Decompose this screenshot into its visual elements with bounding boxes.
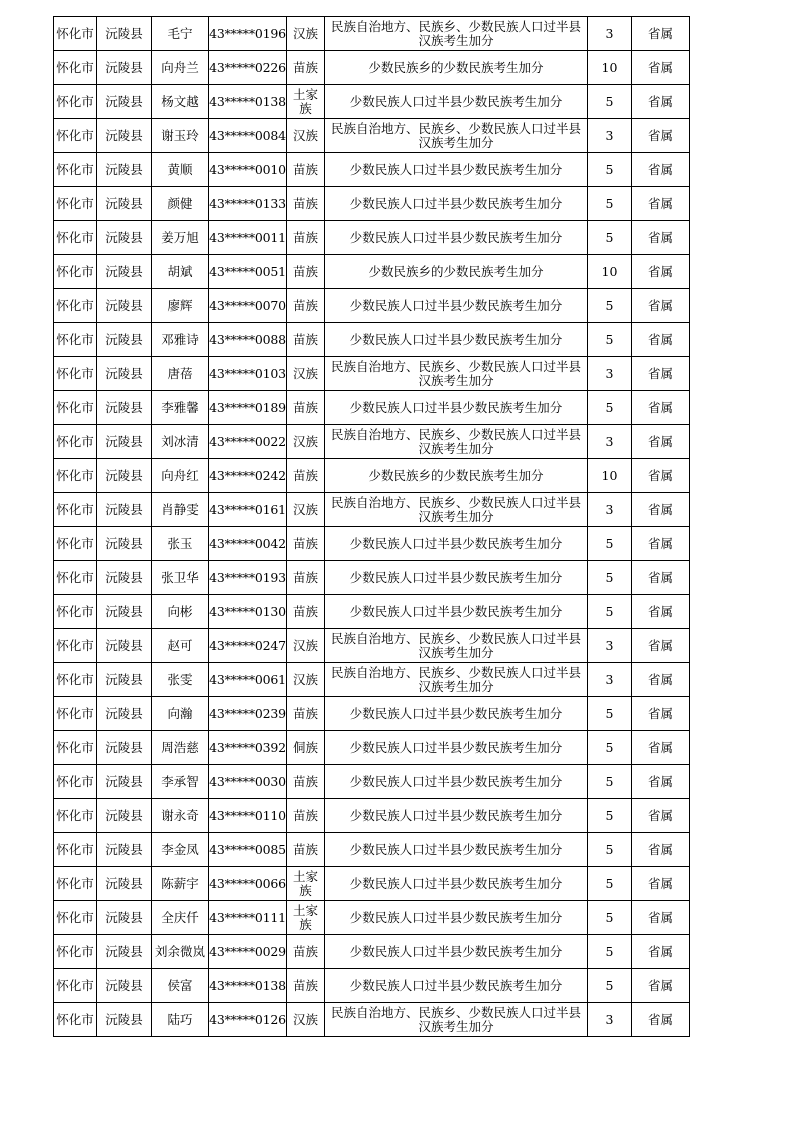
ethnicity-cell: 苗族 [287, 323, 325, 357]
bonus-points-cell: 3 [588, 119, 632, 153]
name-cell: 颜健 [152, 187, 209, 221]
bonus-points-cell: 5 [588, 187, 632, 221]
ethnicity-cell: 苗族 [287, 153, 325, 187]
ethnicity-cell: 苗族 [287, 51, 325, 85]
id-number-cell: 43*****0138 [209, 85, 287, 119]
name-cell: 陈薪宇 [152, 867, 209, 901]
bonus-points-cell: 5 [588, 799, 632, 833]
ethnicity-cell: 侗族 [287, 731, 325, 765]
county-cell: 沅陵县 [97, 595, 152, 629]
table-body [54, 17, 690, 1037]
ethnicity-cell: 土家族 [287, 901, 325, 935]
jurisdiction-cell: 省属 [632, 255, 690, 289]
name-cell: 张卫华 [152, 561, 209, 595]
county-cell: 沅陵县 [97, 731, 152, 765]
bonus-points-cell: 5 [588, 527, 632, 561]
county-cell: 沅陵县 [97, 17, 152, 51]
name-cell: 张雯 [152, 663, 209, 697]
county-cell: 沅陵县 [97, 459, 152, 493]
id-number-cell: 43*****0189 [209, 391, 287, 425]
bonus-points-cell: 3 [588, 493, 632, 527]
bonus-points-cell: 5 [588, 833, 632, 867]
city-cell: 怀化市 [54, 731, 97, 765]
jurisdiction-cell: 省属 [632, 867, 690, 901]
table-row [54, 221, 690, 255]
name-cell: 赵可 [152, 629, 209, 663]
bonus-policy-cell: 少数民族人口过半县少数民族考生加分 [325, 595, 588, 629]
id-number-cell: 43*****0239 [209, 697, 287, 731]
id-number-cell: 43*****0042 [209, 527, 287, 561]
table-row [54, 85, 690, 119]
jurisdiction-cell: 省属 [632, 901, 690, 935]
id-number-cell: 43*****0066 [209, 867, 287, 901]
city-cell: 怀化市 [54, 255, 97, 289]
jurisdiction-cell: 省属 [632, 663, 690, 697]
bonus-policy-cell: 民族自治地方、民族乡、少数民族人口过半县汉族考生加分 [325, 119, 588, 153]
bonus-policy-cell: 少数民族人口过半县少数民族考生加分 [325, 901, 588, 935]
bonus-points-cell: 5 [588, 561, 632, 595]
bonus-points-cell: 10 [588, 51, 632, 85]
jurisdiction-cell: 省属 [632, 731, 690, 765]
bonus-policy-cell: 少数民族人口过半县少数民族考生加分 [325, 561, 588, 595]
id-number-cell: 43*****0247 [209, 629, 287, 663]
bonus-points-cell: 3 [588, 357, 632, 391]
bonus-policy-cell: 民族自治地方、民族乡、少数民族人口过半县汉族考生加分 [325, 1003, 588, 1037]
id-number-cell: 43*****0011 [209, 221, 287, 255]
bonus-policy-cell: 少数民族人口过半县少数民族考生加分 [325, 289, 588, 323]
city-cell: 怀化市 [54, 595, 97, 629]
city-cell: 怀化市 [54, 629, 97, 663]
id-number-cell: 43*****0226 [209, 51, 287, 85]
id-number-cell: 43*****0242 [209, 459, 287, 493]
table-row [54, 493, 690, 527]
bonus-policy-cell: 民族自治地方、民族乡、少数民族人口过半县汉族考生加分 [325, 629, 588, 663]
table-row [54, 629, 690, 663]
ethnicity-cell: 苗族 [287, 765, 325, 799]
jurisdiction-cell: 省属 [632, 119, 690, 153]
id-number-cell: 43*****0029 [209, 935, 287, 969]
city-cell: 怀化市 [54, 459, 97, 493]
city-cell: 怀化市 [54, 527, 97, 561]
table-row [54, 289, 690, 323]
ethnicity-cell: 苗族 [287, 799, 325, 833]
bonus-points-cell: 5 [588, 153, 632, 187]
jurisdiction-cell: 省属 [632, 17, 690, 51]
jurisdiction-cell: 省属 [632, 323, 690, 357]
ethnicity-cell: 土家族 [287, 85, 325, 119]
id-number-cell: 43*****0110 [209, 799, 287, 833]
ethnicity-cell: 汉族 [287, 629, 325, 663]
bonus-policy-cell: 少数民族乡的少数民族考生加分 [325, 255, 588, 289]
name-cell: 陆巧 [152, 1003, 209, 1037]
city-cell: 怀化市 [54, 765, 97, 799]
city-cell: 怀化市 [54, 153, 97, 187]
table-row [54, 51, 690, 85]
jurisdiction-cell: 省属 [632, 85, 690, 119]
county-cell: 沅陵县 [97, 969, 152, 1003]
city-cell: 怀化市 [54, 391, 97, 425]
bonus-points-cell: 5 [588, 935, 632, 969]
ethnicity-cell: 汉族 [287, 663, 325, 697]
county-cell: 沅陵县 [97, 629, 152, 663]
ethnicity-cell: 苗族 [287, 459, 325, 493]
city-cell: 怀化市 [54, 935, 97, 969]
bonus-points-cell: 5 [588, 731, 632, 765]
name-cell: 向舟兰 [152, 51, 209, 85]
city-cell: 怀化市 [54, 901, 97, 935]
id-number-cell: 43*****0133 [209, 187, 287, 221]
id-number-cell: 43*****0088 [209, 323, 287, 357]
county-cell: 沅陵县 [97, 51, 152, 85]
table-row [54, 833, 690, 867]
jurisdiction-cell: 省属 [632, 833, 690, 867]
bonus-policy-cell: 少数民族乡的少数民族考生加分 [325, 459, 588, 493]
id-number-cell: 43*****0103 [209, 357, 287, 391]
ethnicity-cell: 苗族 [287, 255, 325, 289]
bonus-points-cell: 5 [588, 391, 632, 425]
ethnicity-cell: 苗族 [287, 969, 325, 1003]
table-row [54, 391, 690, 425]
table-row [54, 527, 690, 561]
name-cell: 谢永奇 [152, 799, 209, 833]
table-row [54, 561, 690, 595]
table-row [54, 425, 690, 459]
jurisdiction-cell: 省属 [632, 697, 690, 731]
county-cell: 沅陵县 [97, 1003, 152, 1037]
id-number-cell: 43*****0070 [209, 289, 287, 323]
bonus-points-cell: 3 [588, 1003, 632, 1037]
id-number-cell: 43*****0130 [209, 595, 287, 629]
id-number-cell: 43*****0161 [209, 493, 287, 527]
bonus-points-cell: 10 [588, 255, 632, 289]
id-number-cell: 43*****0138 [209, 969, 287, 1003]
county-cell: 沅陵县 [97, 425, 152, 459]
county-cell: 沅陵县 [97, 527, 152, 561]
bonus-policy-cell: 少数民族人口过半县少数民族考生加分 [325, 391, 588, 425]
bonus-policy-cell: 少数民族人口过半县少数民族考生加分 [325, 969, 588, 1003]
table-row [54, 765, 690, 799]
city-cell: 怀化市 [54, 51, 97, 85]
city-cell: 怀化市 [54, 833, 97, 867]
county-cell: 沅陵县 [97, 391, 152, 425]
ethnicity-cell: 汉族 [287, 357, 325, 391]
jurisdiction-cell: 省属 [632, 391, 690, 425]
jurisdiction-cell: 省属 [632, 935, 690, 969]
county-cell: 沅陵县 [97, 119, 152, 153]
jurisdiction-cell: 省属 [632, 459, 690, 493]
county-cell: 沅陵县 [97, 255, 152, 289]
table-row [54, 663, 690, 697]
ethnicity-cell: 苗族 [287, 697, 325, 731]
jurisdiction-cell: 省属 [632, 51, 690, 85]
bonus-points-cell: 3 [588, 629, 632, 663]
ethnicity-cell: 苗族 [287, 527, 325, 561]
ethnicity-cell: 苗族 [287, 595, 325, 629]
city-cell: 怀化市 [54, 17, 97, 51]
bonus-policy-cell: 民族自治地方、民族乡、少数民族人口过半县汉族考生加分 [325, 493, 588, 527]
ethnicity-cell: 苗族 [287, 391, 325, 425]
table-row [54, 969, 690, 1003]
name-cell: 黄顺 [152, 153, 209, 187]
name-cell: 李金凤 [152, 833, 209, 867]
name-cell: 向瀚 [152, 697, 209, 731]
id-number-cell: 43*****0392 [209, 731, 287, 765]
city-cell: 怀化市 [54, 1003, 97, 1037]
jurisdiction-cell: 省属 [632, 799, 690, 833]
id-number-cell: 43*****0022 [209, 425, 287, 459]
id-number-cell: 43*****0010 [209, 153, 287, 187]
bonus-policy-cell: 少数民族人口过半县少数民族考生加分 [325, 867, 588, 901]
id-number-cell: 43*****0196 [209, 17, 287, 51]
name-cell: 毛宁 [152, 17, 209, 51]
jurisdiction-cell: 省属 [632, 289, 690, 323]
city-cell: 怀化市 [54, 187, 97, 221]
city-cell: 怀化市 [54, 867, 97, 901]
name-cell: 刘余微岚 [152, 935, 209, 969]
name-cell: 向舟红 [152, 459, 209, 493]
county-cell: 沅陵县 [97, 561, 152, 595]
bonus-policy-cell: 少数民族人口过半县少数民族考生加分 [325, 153, 588, 187]
bonus-policy-cell: 少数民族乡的少数民族考生加分 [325, 51, 588, 85]
name-cell: 周浩慈 [152, 731, 209, 765]
jurisdiction-cell: 省属 [632, 629, 690, 663]
table-row [54, 119, 690, 153]
name-cell: 肖静雯 [152, 493, 209, 527]
bonus-policy-cell: 少数民族人口过半县少数民族考生加分 [325, 731, 588, 765]
id-number-cell: 43*****0030 [209, 765, 287, 799]
name-cell: 李承智 [152, 765, 209, 799]
id-number-cell: 43*****0085 [209, 833, 287, 867]
bonus-policy-cell: 少数民族人口过半县少数民族考生加分 [325, 187, 588, 221]
jurisdiction-cell: 省属 [632, 357, 690, 391]
bonus-policy-cell: 少数民族人口过半县少数民族考生加分 [325, 85, 588, 119]
ethnicity-cell: 汉族 [287, 1003, 325, 1037]
bonus-policy-cell: 民族自治地方、民族乡、少数民族人口过半县汉族考生加分 [325, 357, 588, 391]
name-cell: 全庆仟 [152, 901, 209, 935]
city-cell: 怀化市 [54, 323, 97, 357]
bonus-policy-cell: 少数民族人口过半县少数民族考生加分 [325, 765, 588, 799]
county-cell: 沅陵县 [97, 833, 152, 867]
bonus-policy-cell: 民族自治地方、民族乡、少数民族人口过半县汉族考生加分 [325, 663, 588, 697]
table-row [54, 187, 690, 221]
bonus-points-cell: 3 [588, 17, 632, 51]
city-cell: 怀化市 [54, 969, 97, 1003]
name-cell: 唐蓓 [152, 357, 209, 391]
bonus-policy-cell: 少数民族人口过半县少数民族考生加分 [325, 697, 588, 731]
bonus-points-cell: 5 [588, 765, 632, 799]
bonus-points-cell: 5 [588, 289, 632, 323]
bonus-policy-cell: 少数民族人口过半县少数民族考生加分 [325, 527, 588, 561]
name-cell: 邓雅诗 [152, 323, 209, 357]
bonus-points-table [53, 16, 690, 1037]
city-cell: 怀化市 [54, 697, 97, 731]
ethnicity-cell: 汉族 [287, 493, 325, 527]
table-row [54, 153, 690, 187]
ethnicity-cell: 汉族 [287, 119, 325, 153]
table-row [54, 1003, 690, 1037]
ethnicity-cell: 汉族 [287, 425, 325, 459]
bonus-policy-cell: 少数民族人口过半县少数民族考生加分 [325, 799, 588, 833]
jurisdiction-cell: 省属 [632, 765, 690, 799]
bonus-policy-cell: 民族自治地方、民族乡、少数民族人口过半县汉族考生加分 [325, 425, 588, 459]
table-row [54, 357, 690, 391]
name-cell: 侯富 [152, 969, 209, 1003]
bonus-points-cell: 3 [588, 663, 632, 697]
ethnicity-cell: 土家族 [287, 867, 325, 901]
name-cell: 杨文越 [152, 85, 209, 119]
county-cell: 沅陵县 [97, 663, 152, 697]
jurisdiction-cell: 省属 [632, 1003, 690, 1037]
id-number-cell: 43*****0111 [209, 901, 287, 935]
ethnicity-cell: 苗族 [287, 289, 325, 323]
county-cell: 沅陵县 [97, 901, 152, 935]
city-cell: 怀化市 [54, 425, 97, 459]
name-cell: 胡斌 [152, 255, 209, 289]
county-cell: 沅陵县 [97, 85, 152, 119]
bonus-policy-cell: 民族自治地方、民族乡、少数民族人口过半县汉族考生加分 [325, 17, 588, 51]
county-cell: 沅陵县 [97, 935, 152, 969]
table-row [54, 935, 690, 969]
table-row [54, 867, 690, 901]
ethnicity-cell: 汉族 [287, 17, 325, 51]
county-cell: 沅陵县 [97, 765, 152, 799]
county-cell: 沅陵县 [97, 799, 152, 833]
county-cell: 沅陵县 [97, 153, 152, 187]
bonus-points-cell: 5 [588, 969, 632, 1003]
bonus-policy-cell: 少数民族人口过半县少数民族考生加分 [325, 833, 588, 867]
id-number-cell: 43*****0193 [209, 561, 287, 595]
bonus-policy-cell: 少数民族人口过半县少数民族考生加分 [325, 935, 588, 969]
county-cell: 沅陵县 [97, 357, 152, 391]
city-cell: 怀化市 [54, 663, 97, 697]
bonus-points-cell: 10 [588, 459, 632, 493]
name-cell: 谢玉玲 [152, 119, 209, 153]
bonus-points-cell: 5 [588, 901, 632, 935]
bonus-points-cell: 5 [588, 595, 632, 629]
jurisdiction-cell: 省属 [632, 527, 690, 561]
table-row [54, 323, 690, 357]
jurisdiction-cell: 省属 [632, 493, 690, 527]
name-cell: 刘冰清 [152, 425, 209, 459]
county-cell: 沅陵县 [97, 867, 152, 901]
id-number-cell: 43*****0061 [209, 663, 287, 697]
jurisdiction-cell: 省属 [632, 595, 690, 629]
ethnicity-cell: 苗族 [287, 833, 325, 867]
bonus-points-cell: 5 [588, 867, 632, 901]
name-cell: 张玉 [152, 527, 209, 561]
bonus-points-cell: 5 [588, 85, 632, 119]
bonus-points-cell: 5 [588, 323, 632, 357]
ethnicity-cell: 苗族 [287, 221, 325, 255]
table-row [54, 697, 690, 731]
jurisdiction-cell: 省属 [632, 153, 690, 187]
jurisdiction-cell: 省属 [632, 187, 690, 221]
city-cell: 怀化市 [54, 85, 97, 119]
city-cell: 怀化市 [54, 493, 97, 527]
bonus-points-cell: 3 [588, 425, 632, 459]
bonus-points-cell: 5 [588, 697, 632, 731]
jurisdiction-cell: 省属 [632, 425, 690, 459]
jurisdiction-cell: 省属 [632, 969, 690, 1003]
table-row [54, 255, 690, 289]
id-number-cell: 43*****0051 [209, 255, 287, 289]
table-row [54, 901, 690, 935]
city-cell: 怀化市 [54, 799, 97, 833]
city-cell: 怀化市 [54, 221, 97, 255]
table-row [54, 17, 690, 51]
county-cell: 沅陵县 [97, 187, 152, 221]
name-cell: 姜万旭 [152, 221, 209, 255]
name-cell: 向彬 [152, 595, 209, 629]
city-cell: 怀化市 [54, 289, 97, 323]
table-row [54, 595, 690, 629]
county-cell: 沅陵县 [97, 493, 152, 527]
county-cell: 沅陵县 [97, 323, 152, 357]
table-row [54, 731, 690, 765]
bonus-points-cell: 5 [588, 221, 632, 255]
id-number-cell: 43*****0126 [209, 1003, 287, 1037]
city-cell: 怀化市 [54, 119, 97, 153]
jurisdiction-cell: 省属 [632, 221, 690, 255]
ethnicity-cell: 苗族 [287, 935, 325, 969]
bonus-policy-cell: 少数民族人口过半县少数民族考生加分 [325, 221, 588, 255]
county-cell: 沅陵县 [97, 221, 152, 255]
ethnicity-cell: 苗族 [287, 187, 325, 221]
county-cell: 沅陵县 [97, 289, 152, 323]
ethnicity-cell: 苗族 [287, 561, 325, 595]
city-cell: 怀化市 [54, 561, 97, 595]
jurisdiction-cell: 省属 [632, 561, 690, 595]
city-cell: 怀化市 [54, 357, 97, 391]
table-row [54, 799, 690, 833]
county-cell: 沅陵县 [97, 697, 152, 731]
table-row [54, 459, 690, 493]
id-number-cell: 43*****0084 [209, 119, 287, 153]
bonus-policy-cell: 少数民族人口过半县少数民族考生加分 [325, 323, 588, 357]
name-cell: 李雅馨 [152, 391, 209, 425]
name-cell: 廖辉 [152, 289, 209, 323]
